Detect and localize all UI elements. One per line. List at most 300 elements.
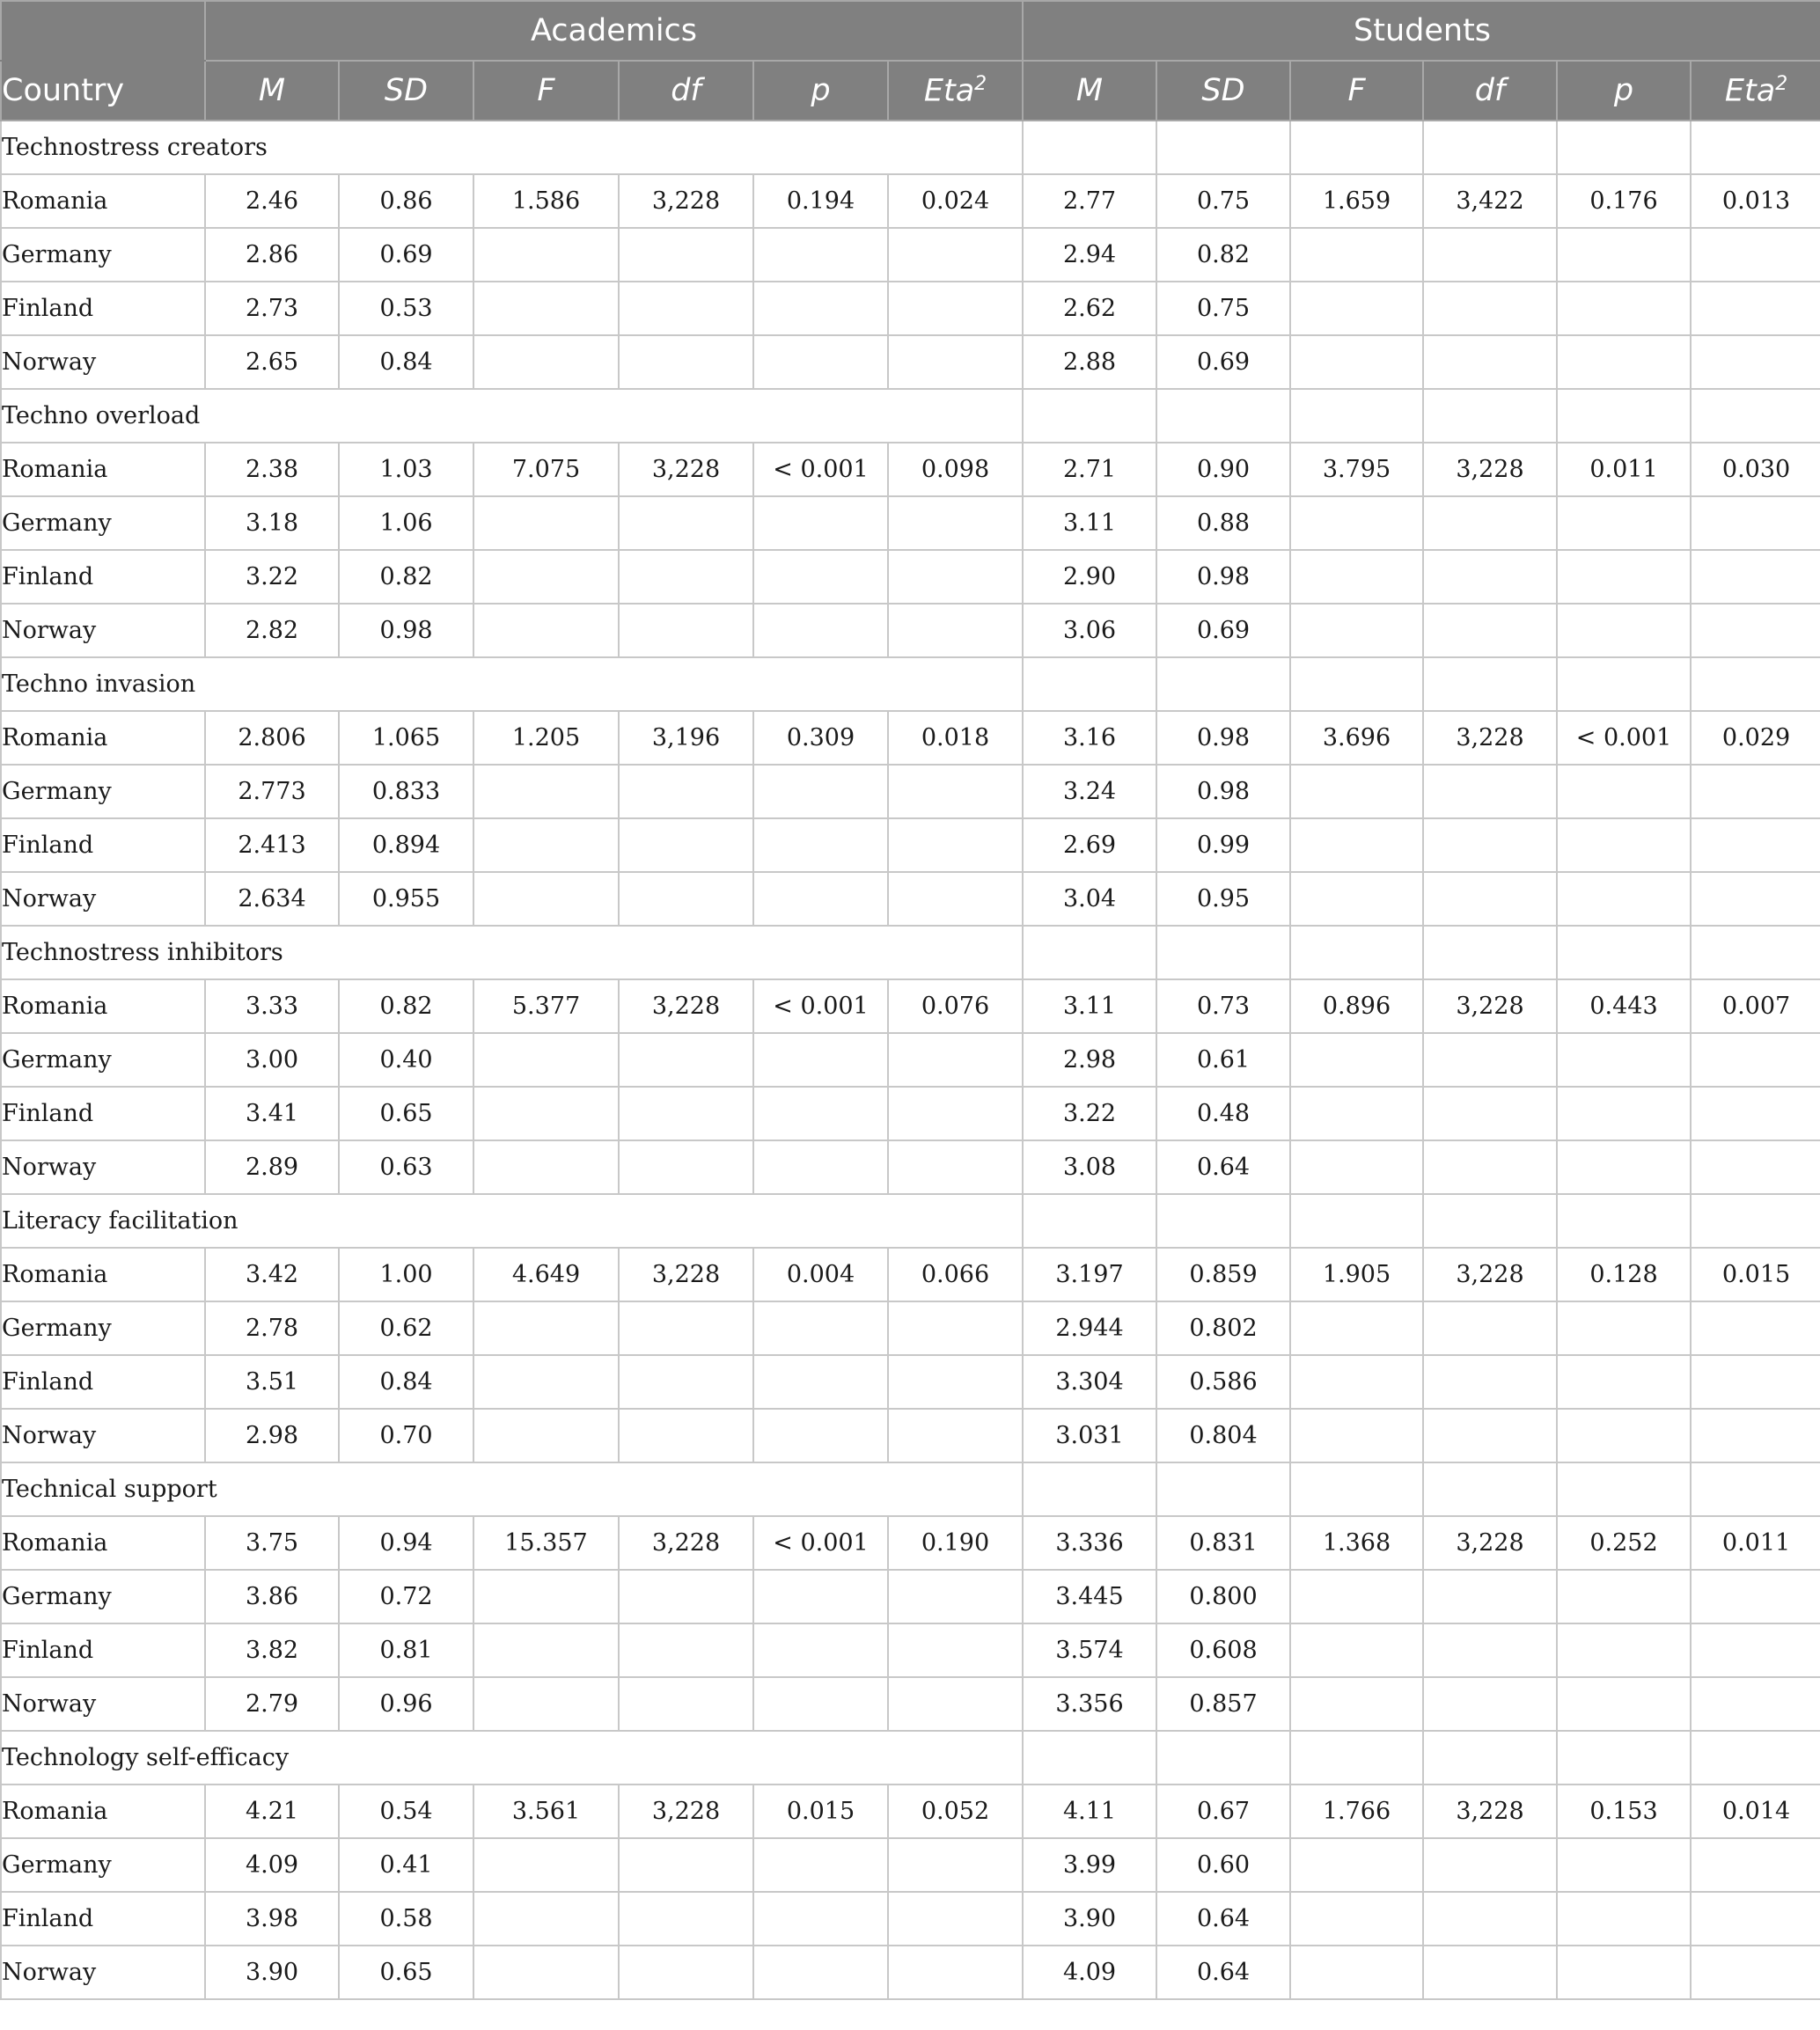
students-value-cell: 2.62	[1023, 282, 1156, 335]
students-value-cell: 2.90	[1023, 550, 1156, 604]
students-value-cell: 3,422	[1423, 174, 1557, 228]
country-cell: Germany	[1, 496, 205, 550]
students-value-cell: 4.11	[1023, 1784, 1156, 1838]
academics-value-cell	[619, 765, 753, 818]
students-value-cell	[1290, 282, 1423, 335]
empty-cell	[1290, 121, 1423, 174]
empty-cell	[1290, 1731, 1423, 1784]
students-value-cell: 1.766	[1290, 1784, 1423, 1838]
students-value-cell: 0.014	[1691, 1784, 1820, 1838]
table-row	[1, 1248, 1820, 1301]
table-row	[1, 1033, 1820, 1087]
academics-value-cell: 0.40	[339, 1033, 473, 1087]
country-cell: Romania	[1, 1248, 205, 1301]
students-value-cell	[1290, 496, 1423, 550]
academics-value-cell	[753, 550, 888, 604]
empty-cell	[1691, 1462, 1820, 1516]
academics-value-cell: 1.00	[339, 1248, 473, 1301]
table-row	[1, 335, 1820, 389]
students-value-cell	[1423, 765, 1557, 818]
academics-value-cell	[888, 1409, 1023, 1462]
students-value-cell	[1423, 1623, 1557, 1677]
students-value-cell: 2.94	[1023, 228, 1156, 282]
students-value-cell	[1423, 818, 1557, 872]
students-value-cell: 0.90	[1156, 443, 1290, 496]
academics-value-cell: 0.62	[339, 1301, 473, 1355]
students-m-header: M	[1023, 61, 1156, 121]
table-row	[1, 711, 1820, 765]
students-value-cell	[1423, 1409, 1557, 1462]
academics-value-cell: 0.015	[753, 1784, 888, 1838]
students-value-cell	[1691, 765, 1820, 818]
academics-value-cell	[753, 1033, 888, 1087]
academics-value-cell: 0.84	[339, 1355, 473, 1409]
academics-value-cell: 3.561	[473, 1784, 619, 1838]
academics-value-cell: 3,228	[619, 443, 753, 496]
table-row	[1, 1516, 1820, 1570]
group-header-academics: Academics	[205, 1, 1023, 61]
academics-value-cell	[473, 550, 619, 604]
academics-value-cell	[619, 550, 753, 604]
academics-value-cell: 3,228	[619, 1516, 753, 1570]
students-value-cell: 3,228	[1423, 711, 1557, 765]
students-value-cell: 0.831	[1156, 1516, 1290, 1570]
students-value-cell	[1423, 228, 1557, 282]
students-value-cell: 3.445	[1023, 1570, 1156, 1623]
students-value-cell	[1691, 1087, 1820, 1140]
table-header	[1, 1, 1820, 121]
country-cell: Finland	[1, 1623, 205, 1677]
academics-value-cell	[473, 1409, 619, 1462]
section-title: Techno invasion	[1, 657, 1023, 711]
academics-value-cell	[473, 1355, 619, 1409]
academics-value-cell	[619, 1946, 753, 1999]
academics-value-cell: 2.38	[205, 443, 339, 496]
country-cell: Norway	[1, 872, 205, 926]
students-value-cell: 1.905	[1290, 1248, 1423, 1301]
students-value-cell	[1557, 1677, 1691, 1731]
academics-value-cell	[888, 228, 1023, 282]
students-value-cell	[1423, 282, 1557, 335]
students-value-cell	[1290, 765, 1423, 818]
country-cell: Romania	[1, 711, 205, 765]
academics-value-cell	[753, 228, 888, 282]
students-value-cell: 0.82	[1156, 228, 1290, 282]
country-cell: Norway	[1, 604, 205, 657]
students-value-cell: 0.48	[1156, 1087, 1290, 1140]
students-value-cell: 0.128	[1557, 1248, 1691, 1301]
empty-cell	[1557, 121, 1691, 174]
students-value-cell	[1423, 1087, 1557, 1140]
students-value-cell: 0.804	[1156, 1409, 1290, 1462]
students-value-cell: 0.859	[1156, 1248, 1290, 1301]
empty-cell	[1691, 1194, 1820, 1248]
group-header-students: Students	[1023, 1, 1820, 61]
academics-value-cell: 3,228	[619, 174, 753, 228]
students-value-cell: < 0.001	[1557, 711, 1691, 765]
country-cell: Finland	[1, 818, 205, 872]
academics-value-cell: 0.69	[339, 228, 473, 282]
table-row	[1, 979, 1820, 1033]
students-value-cell: 4.09	[1023, 1946, 1156, 1999]
academics-value-cell	[473, 228, 619, 282]
students-f-header: F	[1290, 61, 1423, 121]
academics-value-cell	[888, 1677, 1023, 1731]
empty-cell	[1423, 1731, 1557, 1784]
academics-value-cell	[888, 1301, 1023, 1355]
students-value-cell	[1557, 496, 1691, 550]
empty-cell	[1691, 389, 1820, 443]
students-value-cell	[1557, 818, 1691, 872]
empty-cell	[1023, 657, 1156, 711]
academics-value-cell: 1.06	[339, 496, 473, 550]
academics-value-cell	[473, 1946, 619, 1999]
students-value-cell	[1290, 1409, 1423, 1462]
students-value-cell: 2.88	[1023, 335, 1156, 389]
eta-superscript: 2	[1775, 72, 1788, 95]
country-cell: Finland	[1, 1087, 205, 1140]
students-value-cell: 0.88	[1156, 496, 1290, 550]
country-cell: Germany	[1, 1838, 205, 1892]
students-value-cell: 3,228	[1423, 443, 1557, 496]
students-value-cell	[1290, 1570, 1423, 1623]
academics-value-cell: 3.86	[205, 1570, 339, 1623]
academics-value-cell	[753, 818, 888, 872]
academics-value-cell	[753, 1087, 888, 1140]
students-value-cell	[1557, 282, 1691, 335]
academics-value-cell: 2.89	[205, 1140, 339, 1194]
section-title: Techno overload	[1, 389, 1023, 443]
academics-value-cell: 2.634	[205, 872, 339, 926]
students-value-cell	[1290, 1838, 1423, 1892]
academics-value-cell	[473, 1140, 619, 1194]
academics-value-cell: 0.58	[339, 1892, 473, 1946]
empty-cell	[1691, 926, 1820, 979]
academics-m-header: M	[205, 61, 339, 121]
academics-value-cell	[473, 1301, 619, 1355]
academics-value-cell	[473, 1087, 619, 1140]
academics-value-cell: 0.86	[339, 174, 473, 228]
students-value-cell	[1290, 550, 1423, 604]
academics-value-cell: 0.894	[339, 818, 473, 872]
table-row	[1, 1784, 1820, 1838]
students-value-cell	[1691, 1838, 1820, 1892]
country-cell: Germany	[1, 1033, 205, 1087]
academics-value-cell	[888, 1033, 1023, 1087]
academics-value-cell: 0.955	[339, 872, 473, 926]
students-value-cell: 0.176	[1557, 174, 1691, 228]
academics-value-cell: < 0.001	[753, 1516, 888, 1570]
students-value-cell	[1290, 818, 1423, 872]
academics-value-cell	[753, 1355, 888, 1409]
academics-value-cell: 2.98	[205, 1409, 339, 1462]
academics-eta-header	[888, 61, 1023, 121]
academics-value-cell: 1.205	[473, 711, 619, 765]
country-cell: Finland	[1, 1355, 205, 1409]
academics-value-cell	[619, 1623, 753, 1677]
table-row	[1, 496, 1820, 550]
table-row	[1, 443, 1820, 496]
academics-value-cell: 2.79	[205, 1677, 339, 1731]
academics-value-cell	[888, 1623, 1023, 1677]
academics-value-cell: 0.98	[339, 604, 473, 657]
academics-value-cell: 4.09	[205, 1838, 339, 1892]
stat-header-row	[1, 61, 1820, 121]
academics-value-cell	[619, 1892, 753, 1946]
academics-value-cell: 0.41	[339, 1838, 473, 1892]
eta-label: Eta	[1724, 73, 1776, 109]
academics-value-cell	[619, 604, 753, 657]
academics-value-cell	[888, 496, 1023, 550]
academics-value-cell	[619, 1838, 753, 1892]
students-value-cell: 3.356	[1023, 1677, 1156, 1731]
empty-cell	[1691, 657, 1820, 711]
academics-value-cell: 3.33	[205, 979, 339, 1033]
academics-value-cell	[619, 1570, 753, 1623]
students-value-cell: 0.75	[1156, 174, 1290, 228]
students-value-cell: 3,228	[1423, 1516, 1557, 1570]
academics-value-cell	[753, 872, 888, 926]
academics-value-cell: 2.73	[205, 282, 339, 335]
students-value-cell: 2.944	[1023, 1301, 1156, 1355]
country-cell: Finland	[1, 550, 205, 604]
academics-value-cell: 0.96	[339, 1677, 473, 1731]
academics-df-header: df	[619, 61, 753, 121]
empty-cell	[1290, 389, 1423, 443]
country-cell: Norway	[1, 1677, 205, 1731]
academics-value-cell	[753, 1409, 888, 1462]
students-value-cell: 0.98	[1156, 765, 1290, 818]
students-value-cell	[1290, 1946, 1423, 1999]
students-value-cell	[1557, 1033, 1691, 1087]
academics-value-cell	[753, 1677, 888, 1731]
section-row	[1, 1462, 1820, 1516]
students-value-cell: 0.73	[1156, 979, 1290, 1033]
students-value-cell	[1691, 1301, 1820, 1355]
section-title: Technical support	[1, 1462, 1023, 1516]
academics-f-header: F	[473, 61, 619, 121]
students-eta-header	[1691, 61, 1820, 121]
students-value-cell: 0.60	[1156, 1838, 1290, 1892]
country-cell: Romania	[1, 443, 205, 496]
students-value-cell	[1290, 1623, 1423, 1677]
academics-value-cell	[753, 282, 888, 335]
students-value-cell	[1423, 1838, 1557, 1892]
students-value-cell	[1290, 1355, 1423, 1409]
table-row	[1, 1140, 1820, 1194]
academics-value-cell	[619, 1087, 753, 1140]
academics-value-cell: 3.82	[205, 1623, 339, 1677]
students-value-cell: 0.015	[1691, 1248, 1820, 1301]
academics-value-cell	[619, 1409, 753, 1462]
students-value-cell: 0.443	[1557, 979, 1691, 1033]
students-value-cell: 0.030	[1691, 443, 1820, 496]
academics-value-cell	[888, 550, 1023, 604]
academics-value-cell: 3.90	[205, 1946, 339, 1999]
eta-label: Eta	[923, 73, 975, 109]
students-value-cell: 3.11	[1023, 979, 1156, 1033]
empty-cell	[1557, 389, 1691, 443]
students-value-cell: 0.011	[1557, 443, 1691, 496]
empty-cell	[1423, 121, 1557, 174]
students-value-cell	[1691, 1355, 1820, 1409]
students-value-cell	[1557, 872, 1691, 926]
country-cell: Norway	[1, 1409, 205, 1462]
academics-value-cell: 4.21	[205, 1784, 339, 1838]
academics-value-cell: < 0.001	[753, 979, 888, 1033]
students-value-cell: 0.61	[1156, 1033, 1290, 1087]
empty-cell	[1290, 657, 1423, 711]
students-value-cell	[1691, 335, 1820, 389]
students-value-cell: 0.029	[1691, 711, 1820, 765]
academics-value-cell	[473, 1570, 619, 1623]
students-value-cell: 0.252	[1557, 1516, 1691, 1570]
academics-value-cell	[888, 1140, 1023, 1194]
academics-value-cell: 2.65	[205, 335, 339, 389]
academics-value-cell	[888, 1892, 1023, 1946]
academics-value-cell	[888, 1355, 1023, 1409]
academics-value-cell	[619, 228, 753, 282]
academics-value-cell: 2.413	[205, 818, 339, 872]
empty-cell	[1557, 1194, 1691, 1248]
students-value-cell	[1423, 1892, 1557, 1946]
students-value-cell: 3.304	[1023, 1355, 1156, 1409]
academics-value-cell	[753, 1623, 888, 1677]
empty-cell	[1156, 926, 1290, 979]
students-value-cell	[1691, 228, 1820, 282]
students-value-cell: 1.368	[1290, 1516, 1423, 1570]
academics-value-cell	[888, 1838, 1023, 1892]
empty-cell	[1023, 121, 1156, 174]
students-value-cell	[1557, 550, 1691, 604]
students-sd-header: SD	[1156, 61, 1290, 121]
academics-value-cell: 0.190	[888, 1516, 1023, 1570]
section-row	[1, 926, 1820, 979]
students-value-cell	[1691, 872, 1820, 926]
academics-p-header: p	[753, 61, 888, 121]
students-value-cell	[1423, 496, 1557, 550]
academics-value-cell: 0.076	[888, 979, 1023, 1033]
corner-cell	[1, 1, 205, 61]
country-cell: Germany	[1, 1570, 205, 1623]
table-row	[1, 1946, 1820, 1999]
academics-value-cell: 0.82	[339, 550, 473, 604]
country-cell: Romania	[1, 979, 205, 1033]
table-row	[1, 604, 1820, 657]
academics-value-cell	[753, 1946, 888, 1999]
table-body	[1, 121, 1820, 1999]
academics-value-cell: 0.84	[339, 335, 473, 389]
students-p-header: p	[1557, 61, 1691, 121]
empty-cell	[1290, 1462, 1423, 1516]
academics-value-cell: 3,228	[619, 1784, 753, 1838]
students-value-cell	[1290, 1301, 1423, 1355]
academics-value-cell: 3.22	[205, 550, 339, 604]
students-value-cell: 0.007	[1691, 979, 1820, 1033]
academics-value-cell: 15.357	[473, 1516, 619, 1570]
section-title: Technostress inhibitors	[1, 926, 1023, 979]
students-df-header: df	[1423, 61, 1557, 121]
academics-value-cell: 4.649	[473, 1248, 619, 1301]
students-value-cell	[1290, 335, 1423, 389]
students-value-cell: 3,228	[1423, 1784, 1557, 1838]
students-value-cell: 0.800	[1156, 1570, 1290, 1623]
academics-value-cell: 3.18	[205, 496, 339, 550]
academics-value-cell: 0.63	[339, 1140, 473, 1194]
students-value-cell: 0.857	[1156, 1677, 1290, 1731]
academics-value-cell	[473, 335, 619, 389]
academics-value-cell	[753, 1892, 888, 1946]
students-value-cell: 3.22	[1023, 1087, 1156, 1140]
country-cell: Germany	[1, 228, 205, 282]
academics-value-cell: 7.075	[473, 443, 619, 496]
academics-value-cell: 0.82	[339, 979, 473, 1033]
empty-cell	[1691, 121, 1820, 174]
academics-value-cell	[619, 818, 753, 872]
students-value-cell: 3.08	[1023, 1140, 1156, 1194]
empty-cell	[1557, 926, 1691, 979]
students-value-cell	[1423, 550, 1557, 604]
students-value-cell	[1290, 872, 1423, 926]
academics-value-cell	[619, 1301, 753, 1355]
academics-value-cell: 0.72	[339, 1570, 473, 1623]
academics-value-cell: 3.51	[205, 1355, 339, 1409]
academics-value-cell	[619, 335, 753, 389]
academics-value-cell	[753, 335, 888, 389]
academics-value-cell	[888, 604, 1023, 657]
academics-value-cell: 5.377	[473, 979, 619, 1033]
section-row	[1, 1194, 1820, 1248]
students-value-cell: 2.98	[1023, 1033, 1156, 1087]
students-value-cell	[1691, 1033, 1820, 1087]
empty-cell	[1023, 926, 1156, 979]
table-row	[1, 1892, 1820, 1946]
students-value-cell	[1557, 1892, 1691, 1946]
academics-value-cell: 0.018	[888, 711, 1023, 765]
academics-value-cell: 3.00	[205, 1033, 339, 1087]
table-row	[1, 1838, 1820, 1892]
students-value-cell: 1.659	[1290, 174, 1423, 228]
empty-cell	[1423, 389, 1557, 443]
academics-value-cell	[753, 1140, 888, 1194]
students-value-cell	[1557, 1301, 1691, 1355]
academics-value-cell	[619, 496, 753, 550]
academics-value-cell: 0.194	[753, 174, 888, 228]
students-value-cell	[1691, 1570, 1820, 1623]
academics-value-cell: 0.65	[339, 1946, 473, 1999]
students-value-cell	[1691, 496, 1820, 550]
empty-cell	[1023, 1731, 1156, 1784]
students-value-cell: 3.795	[1290, 443, 1423, 496]
empty-cell	[1557, 1462, 1691, 1516]
empty-cell	[1023, 1462, 1156, 1516]
section-row	[1, 121, 1820, 174]
academics-value-cell: 0.94	[339, 1516, 473, 1570]
academics-value-cell: 3.41	[205, 1087, 339, 1140]
academics-value-cell: 2.806	[205, 711, 339, 765]
students-value-cell	[1691, 1677, 1820, 1731]
academics-value-cell: 0.004	[753, 1248, 888, 1301]
students-value-cell	[1557, 1140, 1691, 1194]
students-value-cell: 0.586	[1156, 1355, 1290, 1409]
country-cell: Finland	[1, 1892, 205, 1946]
table-row	[1, 1087, 1820, 1140]
students-value-cell: 0.98	[1156, 711, 1290, 765]
students-value-cell: 3.16	[1023, 711, 1156, 765]
empty-cell	[1156, 1731, 1290, 1784]
students-value-cell	[1691, 1140, 1820, 1194]
students-value-cell	[1691, 1892, 1820, 1946]
